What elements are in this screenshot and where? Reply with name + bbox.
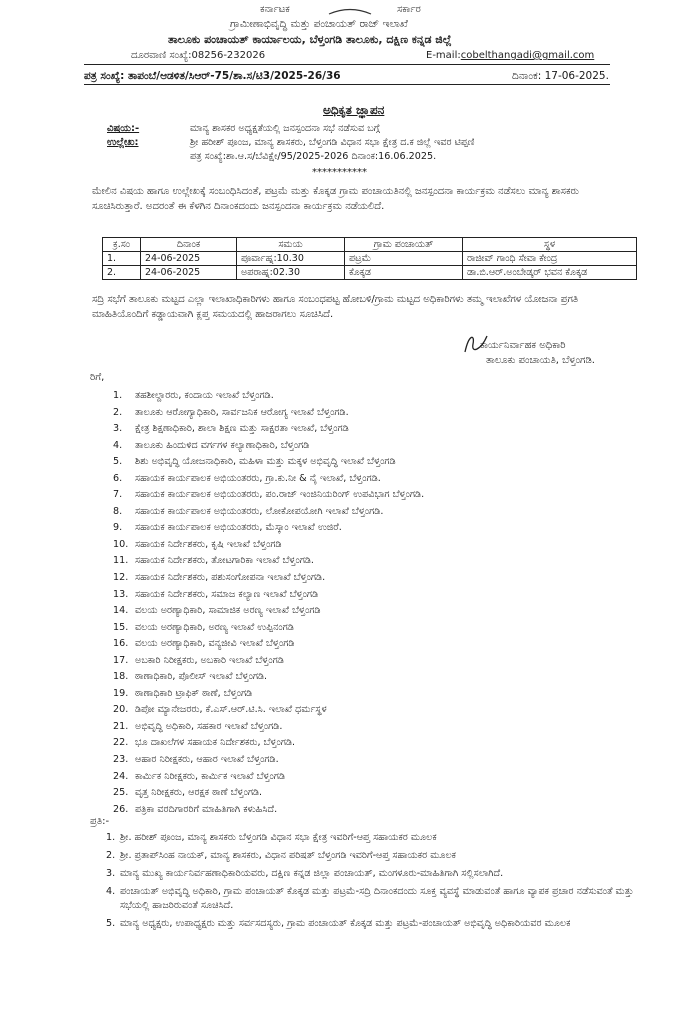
col-header-panchayat: ಗ್ರಾಮ ಪಂಚಾಯತ್ bbox=[345, 238, 463, 252]
cell-venue: ಡಾ.ಬಿ.ಆರ್.ಅಂಬೇಡ್ಕರ್ ಭವನ ಕೊಕ್ಕಡ bbox=[463, 266, 637, 280]
copy-text: ಪಂಚಾಯತ್ ಅಭಿವೃದ್ಧಿ ಅಧಿಕಾರಿ, ಗ್ರಾಮ ಪಂಚಾಯತ್ ಕೊಕ್ಕಡ ಮತ್ತು ಪಟ್ರಮೆ-ಸದ್ರಿ ದಿನಾಂಕದಂದು ಸೂಕ್ತ ವ್ಯವಸ್ಥೆ ಮಾಡುವಂತೆ ಹಾಗೂ ವ್ಯಾಪಕ ಪ್ರಚಾರ ನಡೆಸುವಂತೆ ಮತ್ತು ಸಭೆಯಲ್ಲಿ ಹಾಜರಿರುವಂತೆ ಸೂಚಿಸಿದೆ. bbox=[120, 886, 634, 911]
cell-serial: 2. bbox=[103, 266, 141, 280]
recipient-text: ಸಹಾಯಕ ಕಾರ್ಯಪಾಲಕ ಅಭಿಯಂತರರು, ಪಂ.ರಾಜ್ ಇಂಜಿನಿಯರಿಂಗ್ ಉಪವಿಭಾಗ ಬೆಳ್ತಂಗಡಿ. bbox=[135, 489, 425, 501]
list-item: 11. ಸಹಾಯಕ ನಿರ್ದೇಶಕರು, ತೋಟಗಾರಿಕಾ ಇಲಾಖೆ ಬೆಳ್ತಂಗಡಿ. bbox=[113, 555, 314, 567]
email-label: E-mail: bbox=[426, 50, 461, 61]
copy-text: ಮಾನ್ಯ ಮುಖ್ಯ ಕಾರ್ಯನಿರ್ವಹಣಾಧಿಕಾರಿಯವರು, ದಕ್ಷಿಣ ಕನ್ನಡ ಜಿಲ್ಲಾ ಪಂಚಾಯತ್, ಮಂಗಳೂರು-ಮಾಹಿತಿಗಾಗಿ ಸಲ್ಲಿಸಲಾಗಿದೆ. bbox=[120, 868, 504, 879]
list-item: 2. ತಾಲೂಕು ಆರೋಗ್ಯಾಧಿಕಾರಿ, ಸಾರ್ವಜನಿಕ ಆರೋಗ್ಯ ಇಲಾಖೆ ಬೆಳ್ತಂಗಡಿ. bbox=[113, 406, 349, 418]
signature-office: ತಾಲೂಕು ಪಂಚಾಯತಿ, ಬೆಳ್ತಂಗಡಿ. bbox=[486, 355, 595, 366]
list-item: 15. ವಲಯ ಅರಣ್ಯಾಧಿಕಾರಿ, ಅರಣ್ಯ ಇಲಾಖೆ ಉಪ್ಪಿನಂಗಡಿ bbox=[113, 621, 294, 633]
list-item: 16. ವಲಯ ಅರಣ್ಯಾಧಿಕಾರಿ, ವನ್ಯಜೀವಿ ಇಲಾಖೆ ಬೆಳ್ತಂಗಡಿ bbox=[113, 638, 295, 650]
copy-list bbox=[106, 831, 646, 935]
list-item: 5. ಮಾನ್ಯ ಅಧ್ಯಕ್ಷರು, ಉಪಾಧ್ಯಕ್ಷರು ಮತ್ತು ಸರ್ವಸದಸ್ಯರು, ಗ್ರಾಮ ಪಂಚಾಯತ್ ಕೊಕ್ಕಡ ಮತ್ತು ಪಟ್ರಮೆ-ಪಂಚಾಯತ್ ಅಭಿವೃದ್ಧಿ ಅಧಿಕಾರಿಯವರ ಮೂಲಕ bbox=[106, 917, 646, 931]
list-item: 20. ಡಿಪೋ ಮ್ಯಾನೇಜರರು, ಕೆ.ಎಸ್.ಆರ್.ಟಿ.ಸಿ. ಇಲಾಖೆ ಧರ್ಮಸ್ಥಳ bbox=[113, 704, 327, 716]
cell-date: 24-06-2025 bbox=[141, 266, 237, 280]
body-paragraph-1: ಮೇಲಿನ ವಿಷಯ ಹಾಗೂ ಉಲ್ಲೇಖಕ್ಕೆ ಸಂಬಂಧಿಸಿದಂತೆ, ಪಟ್ರಮೆ ಮತ್ತು ಕೊಕ್ಕಡ ಗ್ರಾಮ ಪಂಚಾಯತಿನಲ್ಲಿ ಜನಸ್ಪಂದನಾ ಕಾರ್ಯಕ್ರಮ ನಡೆಸಲು ಮಾನ್ಯ ಶಾಸಕರು ಸೂಚಿಸಿರುತ್ತಾರೆ. ಅದರಂತೆ ಈ ಕೆಳಗಿನ ದಿನಾಂಕದಂದು ಜನಸ್ಪಂದನಾ ಕಾರ್ಯಕ್ರಮ ನಡೆಯಲಿದೆ. bbox=[92, 186, 579, 212]
table-row bbox=[103, 266, 637, 280]
signature-title: ಕಾರ್ಯನಿರ್ವಾಹಕ ಅಧಿಕಾರಿ bbox=[480, 340, 566, 351]
recipient-text: ಸಹಾಯಕ ನಿರ್ದೇಶಕರು, ತೋಟಗಾರಿಕಾ ಇಲಾಖೆ ಬೆಳ್ತಂಗಡಿ. bbox=[135, 555, 314, 567]
table-row bbox=[103, 252, 637, 266]
list-item: 22. ಭೂ ದಾಖಲೆಗಳ ಸಹಾಯಕ ನಿರ್ದೇಶಕರು, ಬೆಳ್ತಂಗಡಿ. bbox=[113, 737, 296, 749]
recipient-text: ಪತ್ರಿಕಾ ವರದಿಗಾರರಿಗೆ ಮಾಹಿತಿಗಾಗಿ ಕಳುಹಿಸಿದೆ. bbox=[135, 803, 278, 815]
recipient-text: ವೃತ್ತ ನಿರೀಕ್ಷಕರು, ಆರಕ್ಷಕ ಠಾಣೆ ಬೆಳ್ತಂಗಡಿ. bbox=[135, 787, 263, 799]
recipient-text: ಸಹಾಯಕ ನಿರ್ದೇಶಕರು, ಸಮಾಜ ಕಲ್ಯಾಣ ಇಲಾಖೆ ಬೆಳ್ತಂಗಡಿ bbox=[135, 588, 319, 600]
recipient-text: ಠಾಣಾಧಿಕಾರಿ, ಪೊಲೀಸ್ ಇಲಾಖೆ ಬೆಳ್ತಂಗಡಿ. bbox=[135, 671, 268, 683]
col-header-date: ದಿನಾಂಕ bbox=[141, 238, 237, 252]
recipient-text: ಸಹಾಯಕ ಕಾರ್ಯಪಾಲಕ ಅಭಿಯಂತರರು, ಮೆಸ್ಕಾಂ ಇಲಾಖೆ ಉಜಿರೆ. bbox=[135, 522, 342, 534]
list-item: 26. ಪತ್ರಿಕಾ ವರದಿಗಾರರಿಗೆ ಮಾಹಿತಿಗಾಗಿ ಕಳುಹಿಸಿದೆ. bbox=[113, 803, 278, 815]
header-left-small: ಕರ್ನಾಟಕ bbox=[260, 4, 290, 15]
header-divider bbox=[84, 64, 610, 65]
recipient-text: ಭೂ ದಾಖಲೆಗಳ ಸಹಾಯಕ ನಿರ್ದೇಶಕರು, ಬೆಳ್ತಂಗಡಿ. bbox=[135, 737, 296, 749]
recipient-text: ವಲಯ ಅರಣ್ಯಾಧಿಕಾರಿ, ಸಾಮಾಜಿಕ ಅರಣ್ಯ ಇಲಾಖೆ ಬೆಳ್ತಂಗಡಿ bbox=[135, 605, 321, 617]
cell-venue: ರಾಜೀವ್ ಗಾಂಧಿ ಸೇವಾ ಕೇಂದ್ರ bbox=[463, 252, 637, 266]
recipient-list bbox=[113, 388, 424, 818]
list-item: 3. ಮಾನ್ಯ ಮುಖ್ಯ ಕಾರ್ಯನಿರ್ವಹಣಾಧಿಕಾರಿಯವರು, ದಕ್ಷಿಣ ಕನ್ನಡ ಜಿಲ್ಲಾ ಪಂಚಾಯತ್, ಮಂಗಳೂರು-ಮಾಹಿತಿಗಾಗಿ ಸಲ್ಲಿಸಲಾಗಿದೆ. bbox=[106, 867, 646, 881]
recipient-text: ವಲಯ ಅರಣ್ಯಾಧಿಕಾರಿ, ಅರಣ್ಯ ಇಲಾಖೆ ಉಪ್ಪಿನಂಗಡಿ bbox=[135, 621, 294, 633]
page-title: ಅಧಿಕೃತ ಜ್ಞಾಪನ bbox=[323, 103, 385, 117]
cell-time: ಅಪರಾಹ್ನ:02.30 bbox=[237, 266, 345, 280]
recipient-text: ಅಭಿವೃದ್ಧಿ ಅಧಿಕಾರಿ, ಸಹಕಾರ ಇಲಾಖೆ ಬೆಳ್ತಂಗಡಿ. bbox=[135, 720, 283, 732]
recipient-text: ಸಹಾಯಕ ಕಾರ್ಯಪಾಲಕ ಅಭಿಯಂತರರು, ಲೋಕೋಪಯೋಗಿ ಇಲಾಖೆ ಬೆಳ್ತಂಗಡಿ. bbox=[135, 505, 384, 517]
list-item: 13. ಸಹಾಯಕ ನಿರ್ದೇಶಕರು, ಸಮಾಜ ಕಲ್ಯಾಣ ಇಲಾಖೆ ಬೆಳ್ತಂಗಡಿ bbox=[113, 588, 319, 600]
header-right-small: ಸರ್ಕಾರ bbox=[397, 4, 421, 15]
recipient-text: ಸಹಾಯಕ ಕಾರ್ಯಪಾಲಕ ಅಭಿಯಂತರರು, ಗ್ರಾ.ಕು.ನೀ & ನೈ ಇಲಾಖೆ, ಬೆಳ್ತಂಗಡಿ. bbox=[135, 472, 381, 484]
recipient-text: ಕ್ಷೇತ್ರ ಶಿಕ್ಷಣಾಧಿಕಾರಿ, ಶಾಲಾ ಶಿಕ್ಷಣ ಮತ್ತು ಸಾಕ್ಷರತಾ ಇಲಾಖೆ, ಬೆಳ್ತಂಗಡಿ bbox=[135, 423, 349, 435]
list-item: 2. ಶ್ರೀ. ಪ್ರತಾಪ್‌ಸಿಂಹ ನಾಯಕ್, ಮಾನ್ಯ ಶಾಸಕರು, ವಿಧಾನ ಪರಿಷತ್ ಬೆಳ್ತಂಗಡಿ ಇವರಿಗೆ-ಆಪ್ತ ಸಹಾಯಕರ ಮೂಲಕ bbox=[106, 849, 646, 863]
letter-date: ದಿನಾಂಕ: 17-06-2025. bbox=[512, 70, 609, 82]
copy-text: ಮಾನ್ಯ ಅಧ್ಯಕ್ಷರು, ಉಪಾಧ್ಯಕ್ಷರು ಮತ್ತು ಸರ್ವಸದಸ್ಯರು, ಗ್ರಾಮ ಪಂಚಾಯತ್ ಕೊಕ್ಕಡ ಮತ್ತು ಪಟ್ರಮೆ-ಪಂಚಾಯತ್ ಅಭಿವೃದ್ಧಿ ಅಧಿಕಾರಿಯವರ ಮೂಲಕ bbox=[120, 918, 571, 929]
recipient-text: ಶಿಶು ಅಭಿವೃದ್ಧಿ ಯೋಜನಾಧಿಕಾರಿ, ಮಹಿಳಾ ಮತ್ತು ಮಕ್ಕಳ ಅಭಿವೃದ್ಧಿ ಇಲಾಖೆ ಬೆಳ್ತಂಗಡಿ bbox=[135, 456, 396, 468]
list-item: 4. ತಾಲೂಕು ಹಿಂದುಳಿದ ವರ್ಗಗಳ ಕಲ್ಯಾಣಾಧಿಕಾರಿ, ಬೆಳ್ತಂಗಡಿ bbox=[113, 439, 310, 451]
cell-panchayat: ಕೊಕ್ಕಡ bbox=[345, 266, 463, 280]
list-item: 18. ಠಾಣಾಧಿಕಾರಿ, ಪೊಲೀಸ್ ಇಲಾಖೆ ಬೆಳ್ತಂಗಡಿ. bbox=[113, 671, 268, 683]
cell-date: 24-06-2025 bbox=[141, 252, 237, 266]
header-office: ತಾಲೂಕು ಪಂಚಾಯತ್ ಕಾರ್ಯಾಲಯ, ಬೆಳ್ತಂಗಡಿ ತಾಲೂಕು, ದಕ್ಷಿಣ ಕನ್ನಡ ಜಿಲ್ಲೆ bbox=[168, 33, 452, 46]
list-item: 5. ಶಿಶು ಅಭಿವೃದ್ಧಿ ಯೋಜನಾಧಿಕಾರಿ, ಮಹಿಳಾ ಮತ್ತು ಮಕ್ಕಳ ಅಭಿವೃದ್ಧಿ ಇಲಾಖೆ ಬೆಳ್ತಂಗಡಿ bbox=[113, 456, 396, 468]
copy-label: ಪ್ರತಿ:- bbox=[90, 816, 110, 827]
list-item: 9. ಸಹಾಯಕ ಕಾರ್ಯಪಾಲಕ ಅಭಿಯಂತರರು, ಮೆಸ್ಕಾಂ ಇಲಾಖೆ ಉಜಿರೆ. bbox=[113, 522, 342, 534]
recipient-text: ಡಿಪೋ ಮ್ಯಾನೇಜರರು, ಕೆ.ಎಸ್.ಆರ್.ಟಿ.ಸಿ. ಇಲಾಖೆ ಧರ್ಮಸ್ಥಳ bbox=[135, 704, 327, 716]
subject-text: ಮಾನ್ಯ ಶಾಸಕರ ಅಧ್ಯಕ್ಷತೆಯಲ್ಲಿ ಜನಸ್ಪಂದನಾ ಸಭೆ ನಡೆಸುವ ಬಗ್ಗೆ bbox=[190, 123, 380, 134]
separator: *********** bbox=[312, 167, 367, 178]
list-item: 7. ಸಹಾಯಕ ಕಾರ್ಯಪಾಲಕ ಅಭಿಯಂತರರು, ಪಂ.ರಾಜ್ ಇಂಜಿನಿಯರಿಂಗ್ ಉಪವಿಭಾಗ ಬೆಳ್ತಂಗಡಿ. bbox=[113, 489, 425, 501]
copy-text: ಶ್ರೀ. ಪ್ರತಾಪ್‌ಸಿಂಹ ನಾಯಕ್, ಮಾನ್ಯ ಶಾಸಕರು, ವಿಧಾನ ಪರಿಷತ್ ಬೆಳ್ತಂಗಡಿ ಇವರಿಗೆ-ಆಪ್ತ ಸಹಾಯಕರ ಮೂಲಕ bbox=[120, 850, 457, 861]
recipient-text: ತಹಶೀಲ್ದಾರರು, ಕಂದಾಯ ಇಲಾಖೆ ಬೆಳ್ತಂಗಡಿ. bbox=[135, 390, 274, 401]
list-item: 3. ಕ್ಷೇತ್ರ ಶಿಕ್ಷಣಾಧಿಕಾರಿ, ಶಾಲಾ ಶಿಕ್ಷಣ ಮತ್ತು ಸಾಕ್ಷರತಾ ಇಲಾಖೆ, ಬೆಳ್ತಂಗಡಿ bbox=[113, 423, 349, 435]
list-item: 17. ಅಬಕಾರಿ ನಿರೀಕ್ಷಕರು, ಅಬಕಾರಿ ಇಲಾಖೆ ಬೆಳ್ತಂಗಡಿ bbox=[113, 654, 284, 666]
recipient-text: ಠಾಣಾಧಿಕಾರಿ ಟ್ರಾಫಿಕ್ ಠಾಣೆ, ಬೆಳ್ತಂಗಡಿ bbox=[135, 687, 253, 699]
list-item: 21. ಅಭಿವೃದ್ಧಿ ಅಧಿಕಾರಿ, ಸಹಕಾರ ಇಲಾಖೆ ಬೆಳ್ತಂಗಡಿ. bbox=[113, 720, 283, 732]
schedule-table bbox=[102, 237, 637, 280]
email-address[interactable]: cobelthangadi@gmail.com bbox=[460, 50, 595, 61]
list-item: 1. ಶ್ರೀ. ಹರೀಶ್ ಪೂಂಜ, ಮಾನ್ಯ ಶಾಸಕರು ಬೆಳ್ತಂಗಡಿ ವಿಧಾನ ಸಭಾ ಕ್ಷೇತ್ರ ಇವರಿಗೆ-ಆಪ್ತ ಸಹಾಯಕರ ಮೂಲಕ bbox=[106, 831, 646, 845]
list-item: 10. ಸಹಾಯಕ ನಿರ್ದೇಶಕರು, ಕೃಷಿ ಇಲಾಖೆ ಬೆಳ್ತಂಗಡಿ bbox=[113, 538, 282, 550]
header-email bbox=[426, 50, 594, 61]
reference-line-2: ಪತ್ರ ಸಂಖ್ಯೆ:ಶಾ.ಆ.ಸ/ಬೆವಿಕ್ಷೇ/95/2025-2026 ದಿನಾಂಕ:16.06.2025. bbox=[190, 151, 437, 162]
subject-label: ವಿಷಯ:- bbox=[107, 123, 140, 134]
cell-panchayat: ಪಟ್ರಮೆ bbox=[345, 252, 463, 266]
header-phone: ದೂರವಾಣಿ ಸಂಖ್ಯೆ:08256-232026 bbox=[131, 50, 266, 61]
letter-number: ಪತ್ರ ಸಂಖ್ಯೆ: ತಾಪಂಬೆ/ಆಡಳಿತ/ಸಿಆರ್-75/ಶಾ.ಸ/ಟಿ3/2025-26/36 bbox=[84, 70, 341, 82]
list-item: 8. ಸಹಾಯಕ ಕಾರ್ಯಪಾಲಕ ಅಭಿಯಂತರರು, ಲೋಕೋಪಯೋಗಿ ಇಲಾಖೆ ಬೆಳ್ತಂಗಡಿ. bbox=[113, 505, 384, 517]
list-item: 19. ಠಾಣಾಧಿಕಾರಿ ಟ್ರಾಫಿಕ್ ಠಾಣೆ, ಬೆಳ್ತಂಗಡಿ bbox=[113, 687, 253, 699]
recipient-text: ಅಬಕಾರಿ ನಿರೀಕ್ಷಕರು, ಅಬಕಾರಿ ಇಲಾಖೆ ಬೆಳ್ತಂಗಡಿ bbox=[135, 654, 284, 666]
body-paragraph-2: ಸದ್ರಿ ಸಭೆಗೆ ತಾಲೂಕು ಮಟ್ಟದ ಎಲ್ಲಾ ಇಲಾಖಾಧಿಕಾರಿಗಳು ಹಾಗೂ ಸಂಬಂಧಪಟ್ಟ ಹೋಬಳಿ/ಗ್ರಾಮ ಮಟ್ಟದ ಅಧಿಕಾರಿಗಳು ತಮ್ಮ ಇಲಾಖೆಗಳ ಯೋಜನಾ ಪ್ರಗತಿ ಮಾಹಿತಿಯೊಂದಿಗೆ ಕಡ್ಡಾಯವಾಗಿ ಕ್ಲಪ್ತ ಸಮಯದಲ್ಲಿ ಹಾಜರಾಗಲು ಸೂಚಿಸಿದೆ. bbox=[92, 294, 579, 320]
schedule-header-row bbox=[103, 238, 637, 252]
recipient-text: ತಾಲೂಕು ಹಿಂದುಳಿದ ವರ್ಗಗಳ ಕಲ್ಯಾಣಾಧಿಕಾರಿ, ಬೆಳ್ತಂಗಡಿ bbox=[135, 439, 310, 451]
list-item: 23. ಆಹಾರ ನಿರೀಕ್ಷಕರು, ಆಹಾರ ಇಲಾಖೆ ಬೆಳ್ತಂಗಡಿ. bbox=[113, 754, 279, 766]
header-department: ಗ್ರಾಮೀಣಾಭಿವೃದ್ಧಿ ಮತ್ತು ಪಂಚಾಯತ್ ರಾಜ್ ಇಲಾಖೆ bbox=[230, 18, 408, 30]
list-item: 6. ಸಹಾಯಕ ಕಾರ್ಯಪಾಲಕ ಅಭಿಯಂತರರು, ಗ್ರಾ.ಕು.ನೀ & ನೈ ಇಲಾಖೆ, ಬೆಳ್ತಂಗಡಿ. bbox=[113, 472, 381, 484]
list-item: 25. ವೃತ್ತ ನಿರೀಕ್ಷಕರು, ಆರಕ್ಷಕ ಠಾಣೆ ಬೆಳ್ತಂಗಡಿ. bbox=[113, 787, 263, 799]
cell-serial: 1. bbox=[103, 252, 141, 266]
recipient-text: ತಾಲೂಕು ಆರೋಗ್ಯಾಧಿಕಾರಿ, ಸಾರ್ವಜನಿಕ ಆರೋಗ್ಯ ಇಲಾಖೆ ಬೆಳ್ತಂಗಡಿ. bbox=[135, 406, 349, 418]
recipient-text: ವಲಯ ಅರಣ್ಯಾಧಿಕಾರಿ, ವನ್ಯಜೀವಿ ಇಲಾಖೆ ಬೆಳ್ತಂಗಡಿ bbox=[135, 638, 295, 650]
state-emblem-icon bbox=[327, 0, 373, 8]
ref-divider bbox=[84, 84, 610, 85]
recipient-text: ಸಹಾಯಕ ನಿರ್ದೇಶಕರು, ಪಶುಸಂಗೋಪನಾ ಇಲಾಖೆ ಬೆಳ್ತಂಗಡಿ. bbox=[135, 572, 326, 584]
cell-time: ಪೂರ್ವಾಹ್ನ:10.30 bbox=[237, 252, 345, 266]
list-item: 12. ಸಹಾಯಕ ನಿರ್ದೇಶಕರು, ಪಶುಸಂಗೋಪನಾ ಇಲಾಖೆ ಬೆಳ್ತಂಗಡಿ. bbox=[113, 572, 326, 584]
list-item: 1. ತಹಶೀಲ್ದಾರರು, ಕಂದಾಯ ಇಲಾಖೆ ಬೆಳ್ತಂಗಡಿ. bbox=[113, 390, 274, 401]
reference-line-1: ಶ್ರೀ ಹರೀಶ್ ಪೂಂಜ, ಮಾನ್ಯ ಶಾಸಕರು, ಬೆಳ್ತಂಗಡಿ ವಿಧಾನ ಸಭಾ ಕ್ಷೇತ್ರ ದ.ಕ ಜಿಲ್ಲೆ ಇವರ ಟಿಪ್ಪಣಿ bbox=[190, 137, 475, 148]
recipient-text: ಸಹಾಯಕ ನಿರ್ದೇಶಕರು, ಕೃಷಿ ಇಲಾಖೆ ಬೆಳ್ತಂಗಡಿ bbox=[135, 538, 282, 550]
to-label: ರಿಗೆ, bbox=[90, 372, 105, 383]
recipient-text: ಕಾರ್ಮಿಕ ನಿರೀಕ್ಷಕರು, ಕಾರ್ಮಿಕ ಇಲಾಖೆ ಬೆಳ್ತಂಗಡಿ bbox=[135, 770, 286, 782]
reference-label: ಉಲ್ಲೇಖ: bbox=[107, 137, 139, 148]
col-header-time: ಸಮಯ bbox=[237, 238, 345, 252]
list-item: 4. ಪಂಚಾಯತ್ ಅಭಿವೃದ್ಧಿ ಅಧಿಕಾರಿ, ಗ್ರಾಮ ಪಂಚಾಯತ್ ಕೊಕ್ಕಡ ಮತ್ತು ಪಟ್ರಮೆ-ಸದ್ರಿ ದಿನಾಂಕದಂದು ಸೂಕ್ತ ವ್ಯವಸ್ಥೆ ಮಾಡುವಂತೆ ಹಾಗೂ ವ್ಯಾಪಕ ಪ್ರಚಾರ ನಡೆಸುವಂತೆ ಮತ್ತು ಸಭೆಯಲ್ಲಿ ಹಾಜರಿರುವಂತೆ ಸೂಚಿಸಿದೆ. bbox=[106, 885, 646, 913]
col-header-serial: ಕ್ರ.ಸಂ bbox=[103, 238, 141, 252]
list-item: 24. ಕಾರ್ಮಿಕ ನಿರೀಕ್ಷಕರು, ಕಾರ್ಮಿಕ ಇಲಾಖೆ ಬೆಳ್ತಂಗಡಿ bbox=[113, 770, 286, 782]
col-header-venue: ಸ್ಥಳ bbox=[463, 238, 637, 252]
list-item: 14. ವಲಯ ಅರಣ್ಯಾಧಿಕಾರಿ, ಸಾಮಾಜಿಕ ಅರಣ್ಯ ಇಲಾಖೆ ಬೆಳ್ತಂಗಡಿ bbox=[113, 605, 321, 617]
copy-text: ಶ್ರೀ. ಹರೀಶ್ ಪೂಂಜ, ಮಾನ್ಯ ಶಾಸಕರು ಬೆಳ್ತಂಗಡಿ ವಿಧಾನ ಸಭಾ ಕ್ಷೇತ್ರ ಇವರಿಗೆ-ಆಪ್ತ ಸಹಾಯಕರ ಮೂಲಕ bbox=[120, 832, 437, 843]
recipient-text: ಆಹಾರ ನಿರೀಕ್ಷಕರು, ಆಹಾರ ಇಲಾಖೆ ಬೆಳ್ತಂಗಡಿ. bbox=[135, 754, 279, 766]
